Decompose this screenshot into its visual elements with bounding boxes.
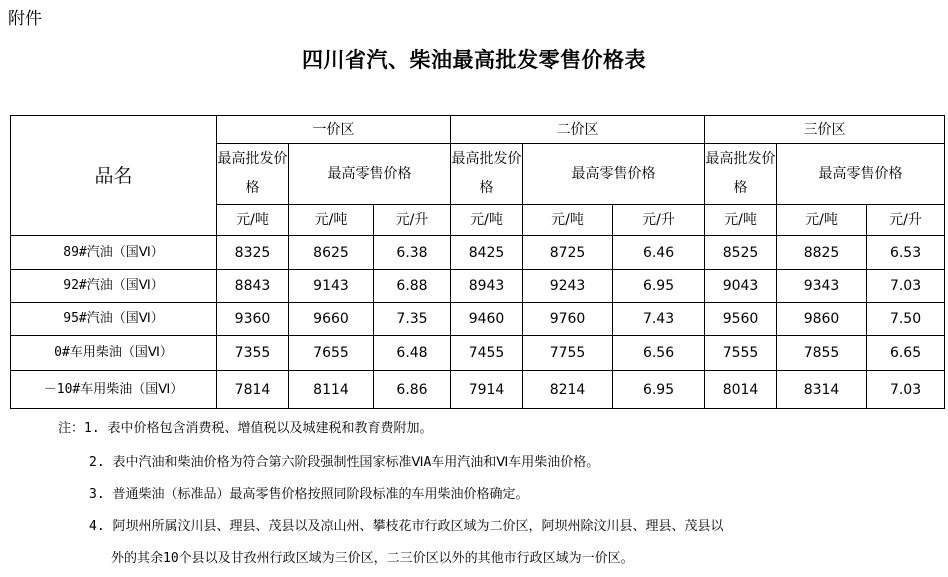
- unit-ton: 元/吨: [705, 205, 777, 236]
- table-row: [11, 270, 945, 303]
- price-cell: 9043: [705, 270, 777, 303]
- product-name: 95#汽油（国Ⅵ）: [11, 303, 217, 336]
- price-cell: 7755: [523, 336, 613, 371]
- price-cell: 6.95: [613, 270, 705, 303]
- price-cell: 6.86: [374, 371, 451, 409]
- price-cell: 8114: [289, 371, 374, 409]
- zone-header-3: 三价区: [705, 116, 945, 144]
- price-cell: 6.48: [374, 336, 451, 371]
- price-cell: 8214: [523, 371, 613, 409]
- note-4-continued: 外的其余10个县以及甘孜州行政区域为三价区，二三价区以外的其他市行政区域为一价区。: [111, 551, 634, 566]
- price-cell: 8425: [451, 236, 523, 270]
- price-cell: 8625: [289, 236, 374, 270]
- unit-ton: 元/吨: [451, 205, 523, 236]
- price-cell: 7655: [289, 336, 374, 371]
- price-cell: 6.88: [374, 270, 451, 303]
- price-cell: 9860: [777, 303, 867, 336]
- price-cell: 9660: [289, 303, 374, 336]
- price-cell: 7914: [451, 371, 523, 409]
- retail-header-zone-2: 最高零售价格: [523, 144, 705, 205]
- price-cell: 7355: [217, 336, 289, 371]
- price-cell: 6.56: [613, 336, 705, 371]
- price-cell: 7.03: [867, 270, 945, 303]
- price-cell: 6.38: [374, 236, 451, 270]
- price-cell: 7.35: [374, 303, 451, 336]
- table-row: [11, 371, 945, 409]
- product-name-header: 品名: [11, 116, 217, 236]
- unit-ton: 元/吨: [777, 205, 867, 236]
- price-cell: 8725: [523, 236, 613, 270]
- unit-ton: 元/吨: [217, 205, 289, 236]
- price-cell: 8014: [705, 371, 777, 409]
- price-table: [10, 115, 945, 409]
- price-cell: 7.03: [867, 371, 945, 409]
- price-cell: 7814: [217, 371, 289, 409]
- price-cell: 6.53: [867, 236, 945, 270]
- price-cell: 6.65: [867, 336, 945, 371]
- price-cell: 7855: [777, 336, 867, 371]
- product-name: 92#汽油（国Ⅵ）: [11, 270, 217, 303]
- price-cell: 7.43: [613, 303, 705, 336]
- price-cell: 8325: [217, 236, 289, 270]
- price-cell: 6.95: [613, 371, 705, 409]
- wholesale-header-zone-3: 最高批发价格: [705, 144, 777, 205]
- price-cell: 7555: [705, 336, 777, 371]
- product-name: －10#车用柴油（国Ⅵ）: [11, 371, 217, 409]
- unit-ton: 元/吨: [523, 205, 613, 236]
- table-row: [11, 236, 945, 270]
- price-cell: 7455: [451, 336, 523, 371]
- note-2: 2. 表中汽油和柴油价格为符合第六阶段强制性国家标准ⅥA车用汽油和Ⅵ车用柴油价格。: [89, 455, 600, 470]
- price-cell: 8314: [777, 371, 867, 409]
- price-cell: 9460: [451, 303, 523, 336]
- price-cell: 9760: [523, 303, 613, 336]
- unit-ton: 元/吨: [289, 205, 374, 236]
- table-row: [11, 303, 945, 336]
- price-cell: 8843: [217, 270, 289, 303]
- table-row: [11, 336, 945, 371]
- page-title: 四川省汽、柴油最高批发零售价格表: [302, 48, 646, 72]
- price-cell: 8943: [451, 270, 523, 303]
- retail-header-zone-3: 最高零售价格: [777, 144, 945, 205]
- price-cell: 9360: [217, 303, 289, 336]
- note-3: 3. 普通柴油（标准品）最高零售价格按照同阶段标准的车用柴油价格确定。: [89, 487, 529, 502]
- price-cell: 9343: [777, 270, 867, 303]
- product-name: 0#车用柴油（国Ⅵ）: [11, 336, 217, 371]
- price-cell: 9243: [523, 270, 613, 303]
- price-cell: 9143: [289, 270, 374, 303]
- unit-liter: 元/升: [867, 205, 945, 236]
- product-name: 89#汽油（国Ⅵ）: [11, 236, 217, 270]
- price-cell: 8525: [705, 236, 777, 270]
- zone-header-1: 一价区: [217, 116, 451, 144]
- wholesale-header-zone-1: 最高批发价格: [217, 144, 289, 205]
- note-4: 4. 阿坝州所属汶川县、理县、茂县以及凉山州、攀枝花市行政区域为二价区，阿坝州除汶川县、理县、茂县以: [89, 519, 724, 534]
- unit-liter: 元/升: [374, 205, 451, 236]
- price-cell: 7.50: [867, 303, 945, 336]
- price-cell: 9560: [705, 303, 777, 336]
- retail-header-zone-1: 最高零售价格: [289, 144, 451, 205]
- price-cell: 8825: [777, 236, 867, 270]
- zone-header-2: 二价区: [451, 116, 705, 144]
- note-1: 注：1. 表中价格包含消费税、增值税以及城建税和教育费附加。: [58, 421, 433, 436]
- attachment-label: 附件: [8, 9, 42, 29]
- price-cell: 6.46: [613, 236, 705, 270]
- unit-liter: 元/升: [613, 205, 705, 236]
- wholesale-header-zone-2: 最高批发价格: [451, 144, 523, 205]
